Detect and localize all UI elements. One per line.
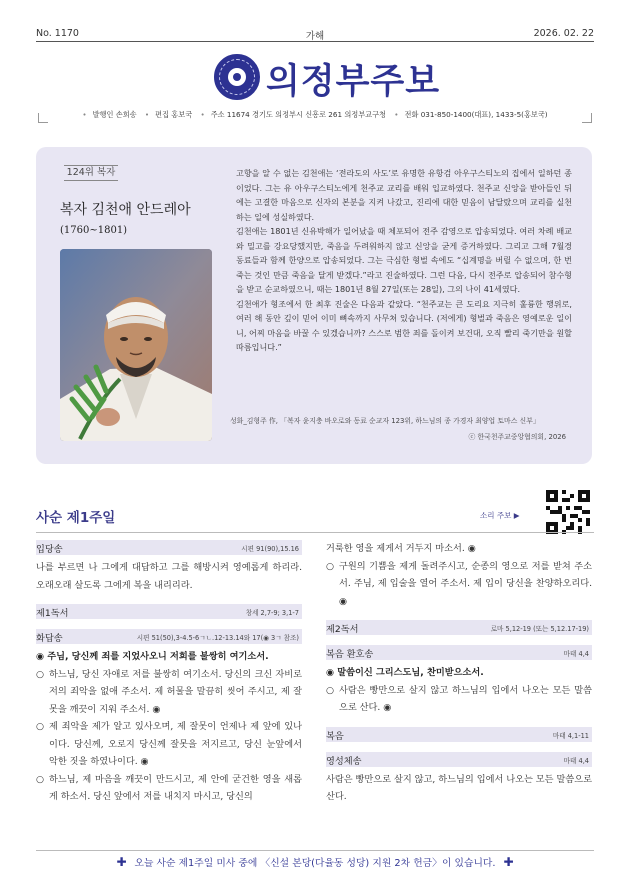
- psalm-verse-continued: 거룩한 영을 제게서 거두지 마소서. ◉: [326, 543, 476, 554]
- image-credit: 성화_김형주 作, 「복자 윤지충 바오로와 동료 순교자 123위, 하느님의 종 가경자 최양업 토마스 신부」: [230, 417, 540, 425]
- issue-number: No. 1170: [36, 28, 79, 39]
- issue-date: 2026. 02. 22: [533, 28, 594, 39]
- reading1-title: 제1독서: [36, 608, 69, 619]
- gospel-acclamation-verse: ○ 사람은 빵만으로 살지 않고 하느님의 입에서 나오는 모든 말씀으로 산다. ◉: [326, 684, 592, 713]
- qr-code-icon[interactable]: [546, 490, 590, 534]
- diocese-logo-icon: [214, 54, 260, 100]
- psalm-verse: ○ 하느님, 당신 자애로 저를 불쌍히 여기소서. 당신의 크신 자비로 저의 죄악을 없애 주소서. 제 허물을 말끔히 씻어 주시고, 제 잘못을 깨끗이 지워 주소서. ◉: [36, 668, 302, 715]
- gospel-ref: 마태 4,1-11: [552, 731, 589, 740]
- entrance-ref: 시편 91(90),15.16: [241, 545, 299, 553]
- footer-rule: [36, 850, 594, 851]
- psalm-verse: ○ 구원의 기쁨을 제게 돌려주시고, 순종의 영으로 저를 받쳐 주소서. 주님, 제 입술을 열어 주소서. 제 입이 당신을 찬양하오리다. ◉: [326, 560, 592, 607]
- editor: 편집 홍보국: [155, 110, 193, 119]
- season-title: 사순 제1주일: [36, 510, 116, 526]
- communion-title: 영성체송: [326, 755, 362, 767]
- address: 주소 11674 경기도 의정부시 신흥로 261 의정부교구청: [210, 110, 386, 119]
- bulletin-title: 의정부주보: [266, 62, 441, 102]
- gospel-title: 복음: [326, 730, 344, 742]
- saint-name: 복자 김천애 안드레아: [60, 202, 191, 218]
- phone: 전화 031-850-1400(대표), 1433-5(홍보국): [404, 110, 548, 119]
- saint-rank: 124위 복자: [64, 165, 118, 181]
- story-paragraph: 고향을 알 수 없는 김천애는 ‘전라도의 사도’로 유명한 유항검 아우구스티노의 집에서 일하던 종이었다. 그는 유 아우구스티노에게 천주교 교리를 배워 입교하였다. 천주교 신앙을 받아들인 뒤에는 고결한 마음으로 신자의 본분을 지켜 나갔고, 진리에 대한 믿음이 남달랐으며 교리를 실천하는 일에 성실하였다.: [236, 168, 572, 222]
- gospel-header: [326, 727, 592, 742]
- collection-notice: [0, 855, 630, 869]
- communion-text: 사람은 빵만으로 살지 않고, 하느님의 입에서 나오는 모든 말씀으로 산다.: [326, 773, 592, 802]
- copyright: ⓒ 한국천주교중앙협의회, 2026: [468, 433, 566, 441]
- liturgy-right-column: [326, 540, 592, 806]
- liturgical-year: 가해: [305, 31, 325, 42]
- psalm-ref: 시편 51(50),3-4.5-6ㄱㄴ.12-13.14와 17(◉ 3ㄱ 참조): [136, 634, 299, 642]
- top-rule: [36, 41, 594, 42]
- cross-icon: ✚: [503, 855, 514, 869]
- reading2-ref: 로마 5,12-19 (또는 5,12.17-19): [490, 625, 589, 633]
- section-rule: [36, 532, 594, 533]
- entrance-header: [36, 540, 302, 555]
- story-paragraph: 김천애는 1801년 신유박해가 일어났을 때 체포되어 전주 감영으로 압송되었다. 여러 차례 배교와 밀고를 강요당했지만, 죽음을 두려워하지 않고 신앙을 굳게 증거하였다. 그리고 그해 7월경 동료들과 함께 한양으로 압송되었다. 그는 극심한 형벌 속에도 “십계명을 버릴 수 없으며, 한 번 죽는 것인 만큼 죽음을 달게 받겠다.”라고 진술하였다. 그런 다음, 다시 전주로 압송되어 참수형을 받고 순교하였으니, 때는 1801년 8월 27일(또는 28일), 그의 나이 41세였다.: [236, 226, 572, 294]
- reading2-title: 제2독서: [326, 624, 359, 635]
- publisher-info: • 발행인 손희송 • 편집 홍보국 • 주소 11674 경기도 의정부시 신흥로 261 의정부교구청 • 전화 031-850-1400(대표), 1433-5(홍보국): [82, 110, 548, 119]
- reading1-ref: 창세 2,7-9; 3,1-7: [245, 609, 299, 617]
- psalm-verse: ○ 하느님, 제 마음을 깨끗이 만드시고, 제 안에 굳건한 영을 새롭게 하소서. 당신 앞에서 저를 내치지 마시고, 당신의: [36, 773, 302, 802]
- gospel-acclamation-header: [326, 645, 592, 660]
- psalm-title: 화답송: [36, 633, 63, 644]
- audio-bulletin-link[interactable]: 소리 주보 ▶: [480, 511, 520, 520]
- psalm-response: ◉ 주님, 당신께 죄를 지었사오니 저희를 불쌍히 여기소서.: [36, 651, 269, 662]
- saint-feature-panel: [36, 147, 592, 464]
- entrance-text: 나를 부르면 나 그에게 대답하고 그를 해방시켜 영예롭게 하리라. 오래오래 살도록 그에게 복을 내리리라.: [36, 562, 302, 591]
- gospel-acclamation-response: ◉ 말씀이신 그리스도님, 찬미받으소서.: [326, 667, 484, 678]
- reading2-header: [326, 620, 592, 635]
- liturgy-left-column: [36, 540, 302, 806]
- notice-text: 오늘 사순 제1주일 미사 중에 〈신설 본당(다율동 성당) 지원 2차 헌금〉이 있습니다.: [134, 858, 496, 869]
- saint-story: [236, 166, 572, 355]
- saint-years: (1760~1801): [60, 225, 128, 236]
- reading1-header: [36, 604, 302, 619]
- top-bar: [28, 24, 602, 40]
- publisher: 발행인 손희송: [92, 110, 137, 119]
- saint-portrait-image: [60, 249, 212, 441]
- gospel-acclamation-ref: 마태 4,4: [563, 650, 589, 658]
- story-paragraph: 김천애가 형조에서 한 최후 진술은 다음과 같았다. “천주교는 큰 도리요 지극히 훌륭한 행위로, 여러 해 동안 깊이 믿어 이미 뼈속까지 사무쳐 있습니다. (저에게) 형벌과 죽음은 영예로운 일이니, 어찌 마음을 바꿀 수 있겠습니까? 스스로 범한 죄를 돌이켜 보건대, 오직 빨리 죽기만을 원할 따름입니다.”: [236, 298, 572, 352]
- cross-icon: ✚: [116, 855, 127, 869]
- gospel-acclamation-title: 복음 환호송: [326, 649, 374, 660]
- communion-ref: 마태 4,4: [563, 756, 589, 765]
- psalm-verse: ○ 제 죄악을 제가 알고 있사오며, 제 잘못이 언제나 제 앞에 있나이다. 당신께, 오로지 당신께 잘못을 저지르고, 당신 눈앞에서 악한 짓을 하였나이다. ◉: [36, 721, 302, 767]
- masthead: [0, 50, 630, 102]
- entrance-title: 입당송: [36, 544, 63, 555]
- communion-header: [326, 752, 592, 767]
- psalm-header: [36, 629, 302, 644]
